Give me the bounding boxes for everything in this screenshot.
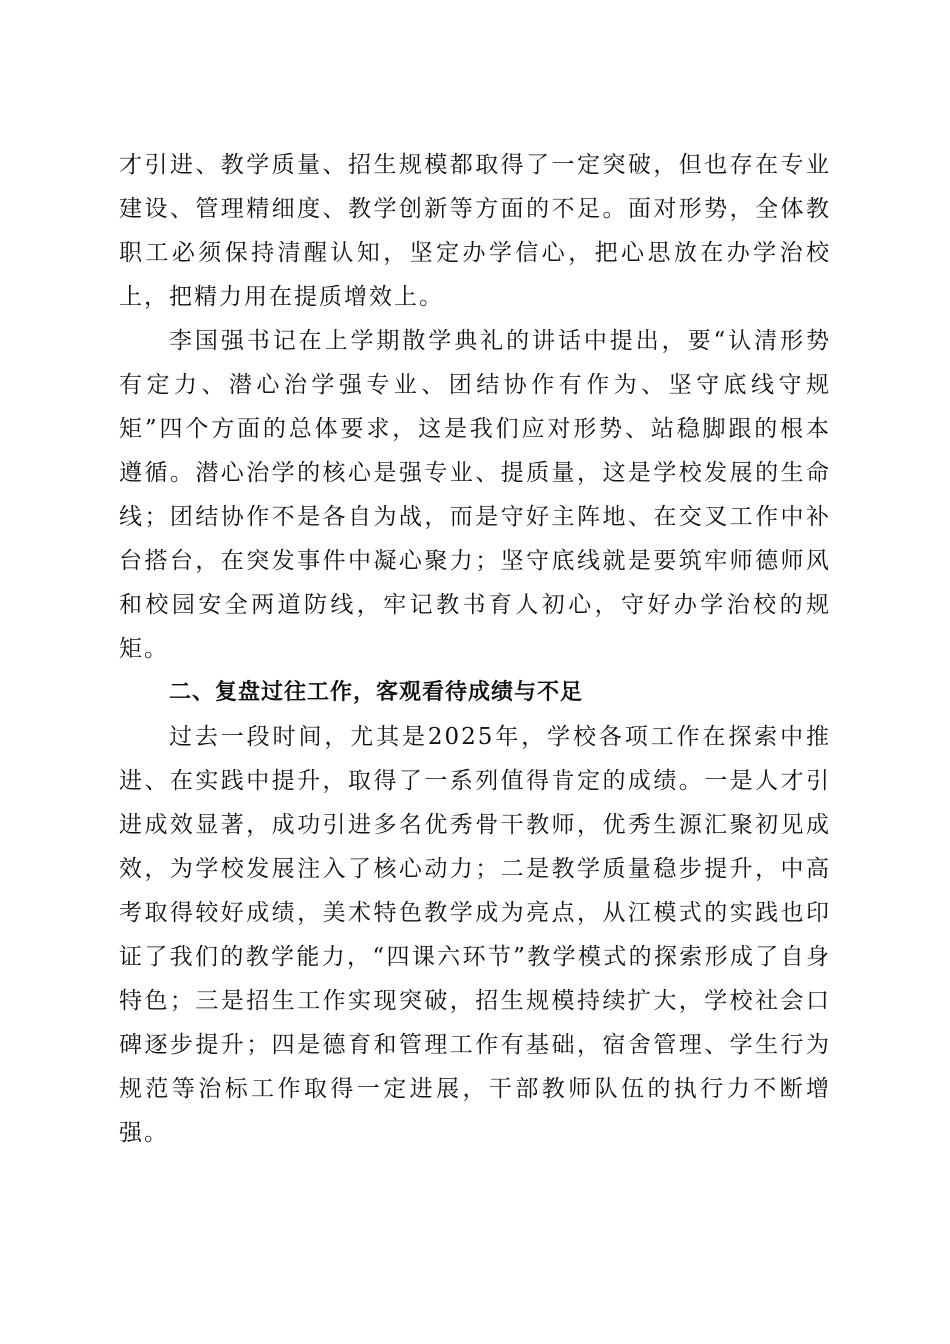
continued-paragraph: 才引进、教学质量、招生规模都取得了一定突破，但也存在专业建设、管理精细度、教学创新等方面的不足。面对形势，全体教职工必须保持清醒认知，坚定办学信心，把心思放在办学治校上，把精力用在提质增效上。	[119, 152, 831, 310]
section-heading: 二、复盘过往工作，客观看待成绩与不足	[169, 680, 584, 705]
body-paragraph: 李国强书记在上学期散学典礼的讲话中提出，要“认清形势有定力、潜心治学强专业、团结协作有作为、坚守底线守规矩”四个方面的总体要求，这是我们应对形势、站稳脚跟的根本遵循。潜心治学的核心是强专业、提质量，这是学校发展的生命线；团结协作不是各自为战，而是守好主阵地、在交叉工作中补台搭台，在突发事件中凝心聚力；坚守底线就是要筑牢师德师风和校园安全两道防线，牢记教书育人初心，守好办学治校的规矩。	[119, 328, 831, 662]
section-paragraph: 过去一段时间，尤其是2025年，学校各项工作在探索中推进、在实践中提升，取得了一系列值得肯定的成绩。一是人才引进成效显著，成功引进多名优秀骨干教师，优秀生源汇聚初见成效，为学校发展注入了核心动力；二是教学质量稳步提升，中高考取得较好成绩，美术特色教学成为亮点，从江模式的实践也印证了我们的教学能力，“四课六环节”教学模式的探索形成了自身特色；三是招生工作实现突破，招生规模持续扩大，学校社会口碑逐步提升；四是德育和管理工作有基础，宿舍管理、学生行为规范等治标工作取得一定进展，干部教师队伍的执行力不断增强。	[119, 724, 831, 1146]
document-page	[119, 143, 831, 1155]
